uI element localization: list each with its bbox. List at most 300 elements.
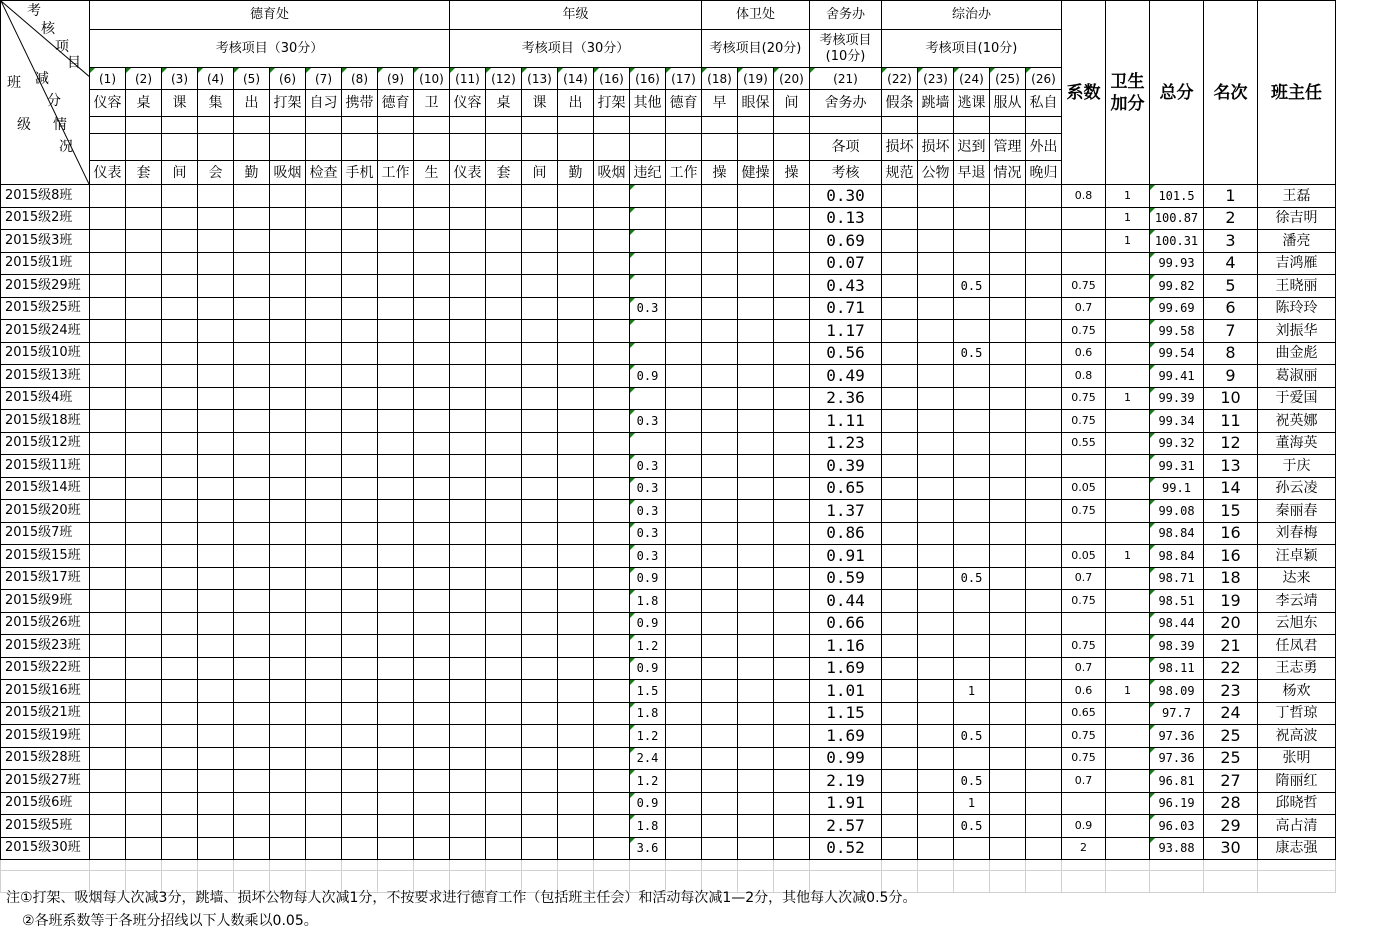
score-cell [450, 297, 486, 320]
score-cell [882, 567, 918, 590]
score-cell [558, 702, 594, 725]
dorm-score: 0.69 [810, 230, 882, 253]
score-cell [918, 387, 954, 410]
total-score: 96.81 [1150, 770, 1204, 793]
score-cell [90, 230, 126, 253]
score-cell [774, 612, 810, 635]
score-cell [882, 455, 918, 478]
item-number-24: (24) [954, 68, 990, 90]
score-cell [90, 365, 126, 388]
item-label-bottom-13: 间 [522, 161, 558, 185]
rank: 14 [1204, 477, 1258, 500]
score-cell-24-skip-class [954, 702, 990, 725]
item-label-top-12: 桌 [486, 90, 522, 117]
rank: 25 [1204, 725, 1258, 748]
empty-cell [234, 860, 270, 871]
score-cell [918, 657, 954, 680]
score-cell [1026, 320, 1062, 343]
score-cell [90, 410, 126, 433]
score-cell [342, 680, 378, 703]
score-cell [882, 365, 918, 388]
score-cell [162, 275, 198, 298]
empty-cell [558, 860, 594, 871]
weisheng-bonus [1106, 410, 1150, 433]
head-teacher: 隋丽红 [1258, 770, 1336, 793]
score-cell [90, 185, 126, 208]
total-score: 99.69 [1150, 297, 1204, 320]
score-cell [486, 545, 522, 568]
xishu-value: 0.75 [1062, 275, 1106, 298]
score-cell [198, 500, 234, 523]
class-name: 2015级23班 [1, 635, 90, 658]
score-cell [198, 522, 234, 545]
score-cell [378, 477, 414, 500]
score-cell [342, 297, 378, 320]
table-row [1, 342, 1336, 365]
rank: 1 [1204, 185, 1258, 208]
score-cell [234, 365, 270, 388]
score-cell-24-skip-class [954, 657, 990, 680]
score-cell [162, 725, 198, 748]
score-cell [738, 747, 774, 770]
score-cell [198, 702, 234, 725]
item-label-mid-14 [558, 134, 594, 161]
score-cell [198, 477, 234, 500]
item-label-top-4: 集 [198, 90, 234, 117]
score-cell-24-skip-class: 0.5 [954, 815, 990, 838]
score-cell-24-skip-class: 0.5 [954, 567, 990, 590]
score-cell [990, 500, 1026, 523]
score-cell [774, 252, 810, 275]
item-label-mid-23: 损坏 [918, 134, 954, 161]
score-cell [990, 410, 1026, 433]
dorm-score: 2.57 [810, 815, 882, 838]
score-cell [594, 522, 630, 545]
header-spacer-cell [126, 117, 162, 134]
score-cell [162, 680, 198, 703]
score-cell [702, 815, 738, 838]
score-cell [306, 680, 342, 703]
class-name: 2015级17班 [1, 567, 90, 590]
table-row [1, 432, 1336, 455]
score-cell [594, 837, 630, 860]
score-cell [702, 590, 738, 613]
item-label-top-7: 自习 [306, 90, 342, 117]
score-cell [522, 702, 558, 725]
header-spacer-cell [378, 117, 414, 134]
header-spacer-cell [90, 117, 126, 134]
score-cell [162, 702, 198, 725]
score-cell [1026, 432, 1062, 455]
score-cell [594, 185, 630, 208]
score-cell-16-other [630, 230, 666, 253]
score-cell [738, 342, 774, 365]
empty-cell [1150, 860, 1204, 871]
score-cell-16-other [630, 320, 666, 343]
head-teacher: 祝英娜 [1258, 410, 1336, 433]
class-name: 2015级24班 [1, 320, 90, 343]
score-cell [882, 680, 918, 703]
xishu-value [1062, 612, 1106, 635]
score-cell [162, 500, 198, 523]
score-cell [486, 207, 522, 230]
score-cell [558, 297, 594, 320]
head-teacher: 秦丽春 [1258, 500, 1336, 523]
score-cell [126, 477, 162, 500]
score-cell [558, 545, 594, 568]
class-name: 2015级15班 [1, 545, 90, 568]
score-cell [270, 567, 306, 590]
score-cell [666, 410, 702, 433]
score-cell [882, 275, 918, 298]
score-cell-24-skip-class [954, 635, 990, 658]
score-cell-16-other: 0.9 [630, 365, 666, 388]
empty-cell [630, 860, 666, 871]
corner-label-jian: 减 [35, 71, 49, 87]
score-cell-16-other: 0.3 [630, 522, 666, 545]
rank: 8 [1204, 342, 1258, 365]
class-name: 2015级14班 [1, 477, 90, 500]
table-row [1, 230, 1336, 253]
header-spacer-cell [306, 117, 342, 134]
score-cell-16-other: 0.9 [630, 657, 666, 680]
score-cell [990, 455, 1026, 478]
score-cell [342, 387, 378, 410]
score-cell [234, 770, 270, 793]
score-cell-16-other: 1.8 [630, 815, 666, 838]
item-label-bottom-9: 工作 [378, 161, 414, 185]
item-label-bottom-8: 手机 [342, 161, 378, 185]
score-cell [486, 252, 522, 275]
score-cell [594, 320, 630, 343]
empty-cell [666, 860, 702, 871]
head-teacher: 刘振华 [1258, 320, 1336, 343]
score-cell [378, 387, 414, 410]
score-cell-24-skip-class [954, 500, 990, 523]
score-cell [558, 725, 594, 748]
score-cell [270, 455, 306, 478]
xishu-value: 0.05 [1062, 545, 1106, 568]
score-cell [198, 590, 234, 613]
weisheng-bonus: 1 [1106, 387, 1150, 410]
weisheng-bonus [1106, 837, 1150, 860]
score-cell [126, 815, 162, 838]
score-cell [918, 342, 954, 365]
item-number-25: (25) [990, 68, 1026, 90]
xishu-value: 0.55 [1062, 432, 1106, 455]
score-cell [270, 365, 306, 388]
corner-label-kuang: 况 [59, 139, 73, 155]
col-weisheng-header: 卫生加分 [1106, 1, 1150, 185]
score-cell [594, 477, 630, 500]
score-cell [234, 657, 270, 680]
score-cell [666, 185, 702, 208]
score-cell [666, 320, 702, 343]
score-cell [234, 230, 270, 253]
score-cell [774, 635, 810, 658]
score-cell [342, 365, 378, 388]
score-cell [486, 522, 522, 545]
score-cell [342, 185, 378, 208]
score-cell [666, 477, 702, 500]
weisheng-bonus [1106, 432, 1150, 455]
score-cell [270, 500, 306, 523]
score-cell [270, 342, 306, 365]
score-cell [558, 792, 594, 815]
score-cell [1026, 455, 1062, 478]
empty-cell [1106, 871, 1150, 893]
score-cell [306, 792, 342, 815]
score-cell [342, 252, 378, 275]
score-cell [342, 477, 378, 500]
table-row [1, 185, 1336, 208]
score-cell [594, 567, 630, 590]
score-cell [306, 770, 342, 793]
head-teacher: 于庆 [1258, 455, 1336, 478]
class-name: 2015级21班 [1, 702, 90, 725]
note-2: ②各班系数等于各班分招线以下人数乘以0.05。 [22, 913, 318, 929]
empty-cell [162, 860, 198, 871]
score-cell [306, 702, 342, 725]
score-cell [486, 387, 522, 410]
score-cell [378, 252, 414, 275]
score-cell [126, 230, 162, 253]
score-cell [486, 792, 522, 815]
item-label-bottom-25: 情况 [990, 161, 1026, 185]
score-cell [738, 185, 774, 208]
score-cell [774, 590, 810, 613]
score-cell [414, 837, 450, 860]
xishu-value: 2 [1062, 837, 1106, 860]
score-cell [342, 522, 378, 545]
score-cell [378, 432, 414, 455]
dorm-score: 0.52 [810, 837, 882, 860]
score-cell [774, 657, 810, 680]
score-cell [90, 342, 126, 365]
header-spacer-cell [954, 117, 990, 134]
score-cell [522, 365, 558, 388]
rank: 11 [1204, 410, 1258, 433]
score-cell [990, 522, 1026, 545]
table-row [1, 252, 1336, 275]
weisheng-bonus: 1 [1106, 185, 1150, 208]
score-cell [918, 230, 954, 253]
table-row [1, 207, 1336, 230]
corner-label-he: 核 [41, 21, 55, 37]
score-cell [270, 725, 306, 748]
score-cell [558, 522, 594, 545]
score-cell [90, 320, 126, 343]
class-name: 2015级28班 [1, 747, 90, 770]
xishu-value [1062, 207, 1106, 230]
score-cell [90, 207, 126, 230]
items-caption-1: 考核项目（30分） [450, 30, 702, 68]
score-cell [738, 365, 774, 388]
score-cell [234, 680, 270, 703]
head-teacher: 张明 [1258, 747, 1336, 770]
score-cell [342, 320, 378, 343]
header-spacer-cell [702, 117, 738, 134]
score-cell [414, 590, 450, 613]
score-cell [90, 612, 126, 635]
class-name: 2015级25班 [1, 297, 90, 320]
score-cell [90, 455, 126, 478]
score-cell-16-other [630, 252, 666, 275]
score-cell [306, 522, 342, 545]
score-cell [486, 770, 522, 793]
score-cell [882, 522, 918, 545]
score-cell [198, 815, 234, 838]
score-cell [702, 680, 738, 703]
score-cell [594, 792, 630, 815]
score-cell [414, 387, 450, 410]
xishu-value: 0.9 [1062, 815, 1106, 838]
score-cell [666, 702, 702, 725]
score-cell [90, 522, 126, 545]
score-cell [918, 635, 954, 658]
score-cell [306, 545, 342, 568]
score-cell [342, 590, 378, 613]
score-cell [1026, 747, 1062, 770]
total-score: 99.58 [1150, 320, 1204, 343]
score-cell [270, 635, 306, 658]
item-label-mid-10 [414, 134, 450, 161]
score-cell [594, 725, 630, 748]
xishu-value: 0.75 [1062, 320, 1106, 343]
score-cell [594, 815, 630, 838]
empty-cell [414, 860, 450, 871]
score-cell [774, 477, 810, 500]
score-cell [918, 590, 954, 613]
score-cell [522, 680, 558, 703]
score-cell [666, 747, 702, 770]
score-cell [522, 410, 558, 433]
score-cell [774, 815, 810, 838]
score-cell [414, 252, 450, 275]
score-cell [486, 365, 522, 388]
score-cell [522, 815, 558, 838]
dorm-score: 1.01 [810, 680, 882, 703]
score-cell [342, 837, 378, 860]
head-teacher: 祝高波 [1258, 725, 1336, 748]
score-cell [666, 545, 702, 568]
score-cell [450, 815, 486, 838]
score-cell [882, 657, 918, 680]
score-cell [378, 297, 414, 320]
score-cell [126, 792, 162, 815]
header-spacer-cell [522, 117, 558, 134]
score-cell [882, 432, 918, 455]
dorm-score: 0.91 [810, 545, 882, 568]
score-cell [342, 702, 378, 725]
score-cell [378, 657, 414, 680]
score-cell [234, 297, 270, 320]
score-cell [342, 410, 378, 433]
rank: 6 [1204, 297, 1258, 320]
score-cell [1026, 635, 1062, 658]
score-cell [414, 635, 450, 658]
score-cell [450, 230, 486, 253]
score-cell [126, 590, 162, 613]
item-number-12: (12) [486, 68, 522, 90]
score-cell [126, 725, 162, 748]
table-row [1, 545, 1336, 568]
score-cell [738, 567, 774, 590]
item-label-mid-17 [666, 134, 702, 161]
score-cell [774, 230, 810, 253]
score-cell [882, 410, 918, 433]
weisheng-bonus [1106, 252, 1150, 275]
head-teacher: 王志勇 [1258, 657, 1336, 680]
score-cell [666, 455, 702, 478]
score-cell [126, 207, 162, 230]
empty-cell [882, 860, 918, 871]
score-cell [450, 522, 486, 545]
score-cell [738, 792, 774, 815]
item-label-mid-20 [774, 134, 810, 161]
score-cell [270, 702, 306, 725]
score-cell [90, 770, 126, 793]
item-label-top-1: 仪容 [90, 90, 126, 117]
score-cell [738, 590, 774, 613]
score-cell [990, 185, 1026, 208]
score-cell [738, 837, 774, 860]
item-label-bottom-4: 会 [198, 161, 234, 185]
score-cell [450, 275, 486, 298]
score-cell [666, 252, 702, 275]
score-cell [702, 657, 738, 680]
dorm-score: 2.36 [810, 387, 882, 410]
score-cell [90, 680, 126, 703]
score-cell [774, 725, 810, 748]
item-label-bottom-12: 套 [486, 161, 522, 185]
score-cell [918, 837, 954, 860]
score-cell [666, 500, 702, 523]
score-cell [666, 342, 702, 365]
score-cell [990, 252, 1026, 275]
score-cell [702, 320, 738, 343]
item-label-bottom-11: 仪表 [450, 161, 486, 185]
score-cell [270, 230, 306, 253]
score-cell [774, 792, 810, 815]
score-cell [1026, 815, 1062, 838]
score-cell [126, 702, 162, 725]
score-cell [234, 275, 270, 298]
empty-cell [918, 871, 954, 893]
table-row [1, 320, 1336, 343]
score-cell [522, 455, 558, 478]
score-cell [522, 590, 558, 613]
score-cell [882, 792, 918, 815]
score-cell [126, 185, 162, 208]
score-cell [774, 702, 810, 725]
col-xishu-header: 系数 [1062, 1, 1106, 185]
score-cell-16-other [630, 185, 666, 208]
score-cell [198, 185, 234, 208]
score-cell [882, 837, 918, 860]
score-cell [234, 320, 270, 343]
empty-cell [990, 871, 1026, 893]
item-label-mid-12 [486, 134, 522, 161]
item-number-5: (5) [234, 68, 270, 90]
header-spacer-cell [414, 117, 450, 134]
score-cell [558, 500, 594, 523]
item-label-mid-16 [630, 134, 666, 161]
score-cell [774, 837, 810, 860]
item-label-top-26: 私自 [1026, 90, 1062, 117]
item-label-bottom-17: 工作 [666, 161, 702, 185]
score-cell [90, 432, 126, 455]
